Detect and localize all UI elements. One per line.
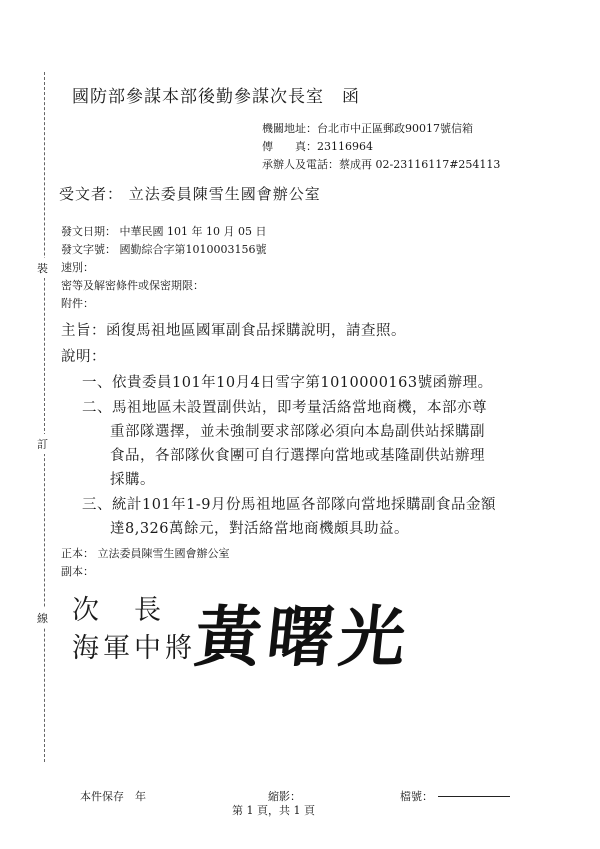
explanation-item-continued: 食品，各部隊伙食團可自行選擇向當地或基隆副供站辦理 [110,448,485,464]
microfilm-field: 縮影： [268,790,301,803]
binding-mark-zhuang: 裝 [37,258,48,278]
subject: 主旨：函復馬祖地區國軍副食品採購說明，請查照。 [61,323,406,339]
delivery-speed: 速別： [61,261,94,274]
archive-number: 檔號： [400,790,433,803]
binding-mark-ding: 訂 [37,434,48,454]
explanation-item-continued: 採購。 [110,472,155,488]
explanation-label: 說明： [61,349,106,365]
signer-name-seal: 黃曙光 [191,598,416,676]
attachment: 附件： [61,297,94,310]
signer-title: 次 長 [72,595,165,626]
main-copy: 正本： 立法委員陳雪生國會辦公室 [61,547,230,560]
retention-period: 本件保存 年 [80,790,146,803]
page-number: 第 1 頁，共 1 頁 [232,804,315,817]
agency-address: 機關地址：台北市中正區郵政90017號信箱 [262,122,473,135]
explanation-item: 三、統計101年1-9月份馬祖地區各部隊向當地採購副食品金額 [82,497,497,513]
explanation-item-continued: 達8,326萬餘元，對活絡當地商機頗具助益。 [110,521,410,537]
signer-rank: 海軍中將 [72,633,196,664]
archive-number-rule [438,796,510,797]
document-number: 發文字號： 國勤綜合字第1010003156號 [61,243,267,256]
contact-person: 承辦人及電話：蔡成再 02-23116117#254113 [262,158,501,171]
carbon-copy: 副本： [61,565,94,578]
explanation-item: 二、馬祖地區未設置副供站，即考量活絡當地商機，本部亦尊 [82,400,487,416]
fax-number: 傳 真：23116964 [262,140,373,153]
explanation-item-continued: 重部隊選擇，並未強制要求部隊必須向本島副供站採購副 [110,424,485,440]
binding-line [44,72,45,762]
explanation-item: 一、依貴委員101年10月4日雪字第1010000163號函辦理。 [82,375,493,391]
binding-mark-xian: 線 [37,608,48,628]
secrecy-level: 密等及解密條件或保密期限： [61,279,204,292]
issue-date: 發文日期： 中華民國 101 年 10 月 05 日 [61,225,267,238]
document-title: 國防部參謀本部後勤參謀次長室 函 [72,87,360,107]
recipient: 受文者： 立法委員陳雪生國會辦公室 [59,185,321,203]
